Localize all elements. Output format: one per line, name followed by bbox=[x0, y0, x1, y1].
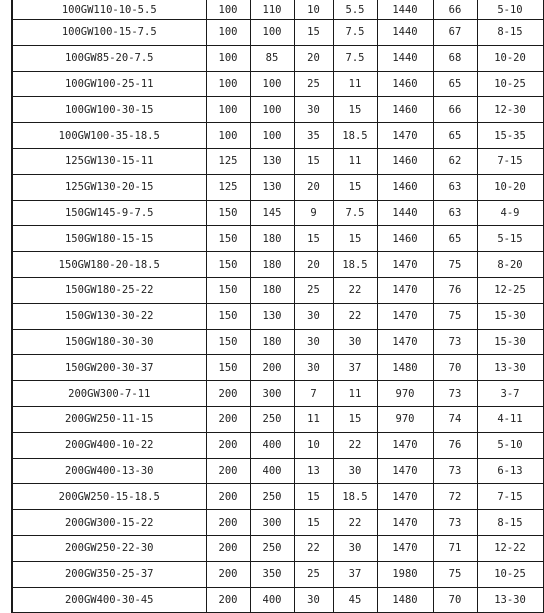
model-cell: 200GW300-15-22 bbox=[12, 510, 206, 536]
col2-cell: 125 bbox=[206, 174, 250, 200]
col7-cell: 68 bbox=[433, 45, 477, 71]
table-row bbox=[12, 277, 543, 303]
col8-cell: 10-20 bbox=[477, 174, 543, 200]
col2-cell: 200 bbox=[206, 406, 250, 432]
col7-cell: 63 bbox=[433, 200, 477, 226]
col6-cell: 1460 bbox=[377, 226, 433, 252]
col6-cell: 1440 bbox=[377, 45, 433, 71]
table-row bbox=[12, 71, 543, 97]
col5-cell: 22 bbox=[333, 303, 377, 329]
col5-cell: 7.5 bbox=[333, 200, 377, 226]
col7-cell: 76 bbox=[433, 432, 477, 458]
model-cell: 150GW200-30-37 bbox=[12, 355, 206, 381]
col8-cell: 5-15 bbox=[477, 226, 543, 252]
col8-cell: 10-25 bbox=[477, 561, 543, 587]
model-cell: 125GW130-20-15 bbox=[12, 174, 206, 200]
table-row bbox=[12, 174, 543, 200]
col6-cell: 1470 bbox=[377, 535, 433, 561]
col4-cell: 35 bbox=[294, 123, 333, 149]
col6-cell: 1470 bbox=[377, 303, 433, 329]
col2-cell: 200 bbox=[206, 381, 250, 407]
model-cell: 100GW100-30-15 bbox=[12, 97, 206, 123]
col5-cell: 7.5 bbox=[333, 45, 377, 71]
pump-spec-table-container bbox=[11, 0, 526, 613]
model-cell: 150GW180-15-15 bbox=[12, 226, 206, 252]
col3-cell: 350 bbox=[250, 561, 294, 587]
col3-cell: 180 bbox=[250, 226, 294, 252]
col6-cell: 1480 bbox=[377, 355, 433, 381]
model-cell: 150GW180-20-18.5 bbox=[12, 252, 206, 278]
col2-cell: 100 bbox=[206, 20, 250, 46]
table-row bbox=[12, 148, 543, 174]
col2-cell: 200 bbox=[206, 561, 250, 587]
col4-cell: 25 bbox=[294, 561, 333, 587]
col7-cell: 66 bbox=[433, 97, 477, 123]
col3-cell: 300 bbox=[250, 381, 294, 407]
col3-cell: 250 bbox=[250, 535, 294, 561]
col3-cell: 110 bbox=[250, 0, 294, 20]
col3-cell: 130 bbox=[250, 174, 294, 200]
col3-cell: 100 bbox=[250, 20, 294, 46]
col6-cell: 1440 bbox=[377, 0, 433, 20]
col4-cell: 15 bbox=[294, 510, 333, 536]
col4-cell: 30 bbox=[294, 587, 333, 613]
model-cell: 150GW180-25-22 bbox=[12, 277, 206, 303]
col8-cell: 13-30 bbox=[477, 355, 543, 381]
col4-cell: 7 bbox=[294, 381, 333, 407]
col4-cell: 20 bbox=[294, 252, 333, 278]
table-row bbox=[12, 20, 543, 46]
table-row bbox=[12, 587, 543, 613]
col7-cell: 75 bbox=[433, 561, 477, 587]
col2-cell: 150 bbox=[206, 277, 250, 303]
col2-cell: 200 bbox=[206, 432, 250, 458]
col7-cell: 73 bbox=[433, 329, 477, 355]
col8-cell: 12-25 bbox=[477, 277, 543, 303]
col7-cell: 70 bbox=[433, 355, 477, 381]
col3-cell: 400 bbox=[250, 432, 294, 458]
table-body bbox=[12, 0, 543, 613]
col8-cell: 10-25 bbox=[477, 71, 543, 97]
table-row bbox=[12, 381, 543, 407]
table-row bbox=[12, 561, 543, 587]
col4-cell: 25 bbox=[294, 277, 333, 303]
col2-cell: 100 bbox=[206, 45, 250, 71]
col2-cell: 200 bbox=[206, 587, 250, 613]
table-row bbox=[12, 535, 543, 561]
col6-cell: 1470 bbox=[377, 329, 433, 355]
col5-cell: 11 bbox=[333, 148, 377, 174]
col6-cell: 1470 bbox=[377, 484, 433, 510]
col3-cell: 180 bbox=[250, 277, 294, 303]
col2-cell: 100 bbox=[206, 97, 250, 123]
col6-cell: 1470 bbox=[377, 510, 433, 536]
col8-cell: 8-15 bbox=[477, 510, 543, 536]
table-row bbox=[12, 252, 543, 278]
col8-cell: 8-20 bbox=[477, 252, 543, 278]
col3-cell: 100 bbox=[250, 97, 294, 123]
col6-cell: 1480 bbox=[377, 587, 433, 613]
col5-cell: 22 bbox=[333, 432, 377, 458]
col7-cell: 75 bbox=[433, 303, 477, 329]
col7-cell: 71 bbox=[433, 535, 477, 561]
col4-cell: 30 bbox=[294, 303, 333, 329]
table-row bbox=[12, 484, 543, 510]
col8-cell: 4-11 bbox=[477, 406, 543, 432]
table-row bbox=[12, 510, 543, 536]
col8-cell: 7-15 bbox=[477, 484, 543, 510]
col8-cell: 15-30 bbox=[477, 329, 543, 355]
col3-cell: 100 bbox=[250, 71, 294, 97]
col3-cell: 100 bbox=[250, 123, 294, 149]
col3-cell: 130 bbox=[250, 303, 294, 329]
col2-cell: 100 bbox=[206, 71, 250, 97]
col8-cell: 5-10 bbox=[477, 432, 543, 458]
col6-cell: 1470 bbox=[377, 252, 433, 278]
model-cell: 100GW110-10-5.5 bbox=[12, 0, 206, 20]
col5-cell: 37 bbox=[333, 561, 377, 587]
col7-cell: 76 bbox=[433, 277, 477, 303]
model-cell: 100GW100-35-18.5 bbox=[12, 123, 206, 149]
col3-cell: 250 bbox=[250, 484, 294, 510]
col8-cell: 15-30 bbox=[477, 303, 543, 329]
col4-cell: 22 bbox=[294, 535, 333, 561]
col4-cell: 11 bbox=[294, 406, 333, 432]
col4-cell: 20 bbox=[294, 174, 333, 200]
table-row bbox=[12, 432, 543, 458]
col4-cell: 10 bbox=[294, 0, 333, 20]
col2-cell: 200 bbox=[206, 484, 250, 510]
col4-cell: 30 bbox=[294, 355, 333, 381]
col7-cell: 73 bbox=[433, 381, 477, 407]
table-row bbox=[12, 200, 543, 226]
table-row bbox=[12, 355, 543, 381]
model-cell: 200GW300-7-11 bbox=[12, 381, 206, 407]
col7-cell: 63 bbox=[433, 174, 477, 200]
col4-cell: 15 bbox=[294, 226, 333, 252]
col3-cell: 200 bbox=[250, 355, 294, 381]
col5-cell: 15 bbox=[333, 97, 377, 123]
col2-cell: 150 bbox=[206, 226, 250, 252]
col4-cell: 15 bbox=[294, 484, 333, 510]
col3-cell: 130 bbox=[250, 148, 294, 174]
model-cell: 200GW250-11-15 bbox=[12, 406, 206, 432]
table-row bbox=[12, 123, 543, 149]
col4-cell: 30 bbox=[294, 329, 333, 355]
col6-cell: 1470 bbox=[377, 277, 433, 303]
col2-cell: 150 bbox=[206, 200, 250, 226]
col6-cell: 1470 bbox=[377, 458, 433, 484]
col6-cell: 1470 bbox=[377, 432, 433, 458]
col2-cell: 150 bbox=[206, 303, 250, 329]
model-cell: 200GW400-30-45 bbox=[12, 587, 206, 613]
col8-cell: 13-30 bbox=[477, 587, 543, 613]
col3-cell: 180 bbox=[250, 329, 294, 355]
table-row bbox=[12, 458, 543, 484]
col2-cell: 200 bbox=[206, 535, 250, 561]
col3-cell: 250 bbox=[250, 406, 294, 432]
col5-cell: 15 bbox=[333, 174, 377, 200]
model-cell: 100GW100-25-11 bbox=[12, 71, 206, 97]
col7-cell: 65 bbox=[433, 226, 477, 252]
table-row bbox=[12, 303, 543, 329]
col6-cell: 1980 bbox=[377, 561, 433, 587]
pump-spec-table bbox=[11, 0, 544, 613]
col2-cell: 125 bbox=[206, 148, 250, 174]
col3-cell: 400 bbox=[250, 587, 294, 613]
col3-cell: 85 bbox=[250, 45, 294, 71]
col5-cell: 18.5 bbox=[333, 123, 377, 149]
col4-cell: 15 bbox=[294, 148, 333, 174]
model-cell: 200GW350-25-37 bbox=[12, 561, 206, 587]
model-cell: 200GW400-10-22 bbox=[12, 432, 206, 458]
table-row bbox=[12, 45, 543, 71]
col8-cell: 5-10 bbox=[477, 0, 543, 20]
col8-cell: 7-15 bbox=[477, 148, 543, 174]
table-row bbox=[12, 226, 543, 252]
model-cell: 150GW130-30-22 bbox=[12, 303, 206, 329]
col2-cell: 200 bbox=[206, 458, 250, 484]
col7-cell: 74 bbox=[433, 406, 477, 432]
col4-cell: 20 bbox=[294, 45, 333, 71]
col5-cell: 7.5 bbox=[333, 20, 377, 46]
col2-cell: 150 bbox=[206, 329, 250, 355]
col7-cell: 73 bbox=[433, 510, 477, 536]
model-cell: 150GW145-9-7.5 bbox=[12, 200, 206, 226]
col5-cell: 22 bbox=[333, 510, 377, 536]
col5-cell: 11 bbox=[333, 381, 377, 407]
col5-cell: 30 bbox=[333, 535, 377, 561]
col2-cell: 100 bbox=[206, 123, 250, 149]
col4-cell: 15 bbox=[294, 20, 333, 46]
table-row bbox=[12, 329, 543, 355]
table-row bbox=[12, 97, 543, 123]
col7-cell: 70 bbox=[433, 587, 477, 613]
col4-cell: 9 bbox=[294, 200, 333, 226]
col5-cell: 18.5 bbox=[333, 252, 377, 278]
col3-cell: 300 bbox=[250, 510, 294, 536]
col5-cell: 30 bbox=[333, 458, 377, 484]
col8-cell: 3-7 bbox=[477, 381, 543, 407]
col7-cell: 75 bbox=[433, 252, 477, 278]
col8-cell: 6-13 bbox=[477, 458, 543, 484]
table-row bbox=[12, 0, 543, 20]
col7-cell: 73 bbox=[433, 458, 477, 484]
col6-cell: 970 bbox=[377, 381, 433, 407]
col7-cell: 66 bbox=[433, 0, 477, 20]
col6-cell: 1440 bbox=[377, 20, 433, 46]
model-cell: 125GW130-15-11 bbox=[12, 148, 206, 174]
col5-cell: 45 bbox=[333, 587, 377, 613]
col7-cell: 67 bbox=[433, 20, 477, 46]
col2-cell: 150 bbox=[206, 355, 250, 381]
col5-cell: 15 bbox=[333, 406, 377, 432]
col5-cell: 15 bbox=[333, 226, 377, 252]
col6-cell: 1460 bbox=[377, 174, 433, 200]
model-cell: 200GW250-15-18.5 bbox=[12, 484, 206, 510]
col8-cell: 12-22 bbox=[477, 535, 543, 561]
col7-cell: 65 bbox=[433, 123, 477, 149]
col6-cell: 1460 bbox=[377, 97, 433, 123]
model-cell: 100GW85-20-7.5 bbox=[12, 45, 206, 71]
col5-cell: 18.5 bbox=[333, 484, 377, 510]
col7-cell: 72 bbox=[433, 484, 477, 510]
col3-cell: 400 bbox=[250, 458, 294, 484]
col8-cell: 12-30 bbox=[477, 97, 543, 123]
col3-cell: 145 bbox=[250, 200, 294, 226]
col6-cell: 1470 bbox=[377, 123, 433, 149]
model-cell: 200GW250-22-30 bbox=[12, 535, 206, 561]
col2-cell: 100 bbox=[206, 0, 250, 20]
col8-cell: 10-20 bbox=[477, 45, 543, 71]
model-cell: 200GW400-13-30 bbox=[12, 458, 206, 484]
col7-cell: 62 bbox=[433, 148, 477, 174]
col4-cell: 25 bbox=[294, 71, 333, 97]
col3-cell: 180 bbox=[250, 252, 294, 278]
model-cell: 150GW180-30-30 bbox=[12, 329, 206, 355]
col8-cell: 8-15 bbox=[477, 20, 543, 46]
col6-cell: 1460 bbox=[377, 148, 433, 174]
model-cell: 100GW100-15-7.5 bbox=[12, 20, 206, 46]
col5-cell: 5.5 bbox=[333, 0, 377, 20]
col8-cell: 15-35 bbox=[477, 123, 543, 149]
col4-cell: 10 bbox=[294, 432, 333, 458]
col6-cell: 1460 bbox=[377, 71, 433, 97]
col5-cell: 11 bbox=[333, 71, 377, 97]
col5-cell: 22 bbox=[333, 277, 377, 303]
col6-cell: 970 bbox=[377, 406, 433, 432]
col4-cell: 30 bbox=[294, 97, 333, 123]
col2-cell: 150 bbox=[206, 252, 250, 278]
col6-cell: 1440 bbox=[377, 200, 433, 226]
col5-cell: 30 bbox=[333, 329, 377, 355]
col7-cell: 65 bbox=[433, 71, 477, 97]
col5-cell: 37 bbox=[333, 355, 377, 381]
col8-cell: 4-9 bbox=[477, 200, 543, 226]
col2-cell: 200 bbox=[206, 510, 250, 536]
col4-cell: 13 bbox=[294, 458, 333, 484]
table-row bbox=[12, 406, 543, 432]
